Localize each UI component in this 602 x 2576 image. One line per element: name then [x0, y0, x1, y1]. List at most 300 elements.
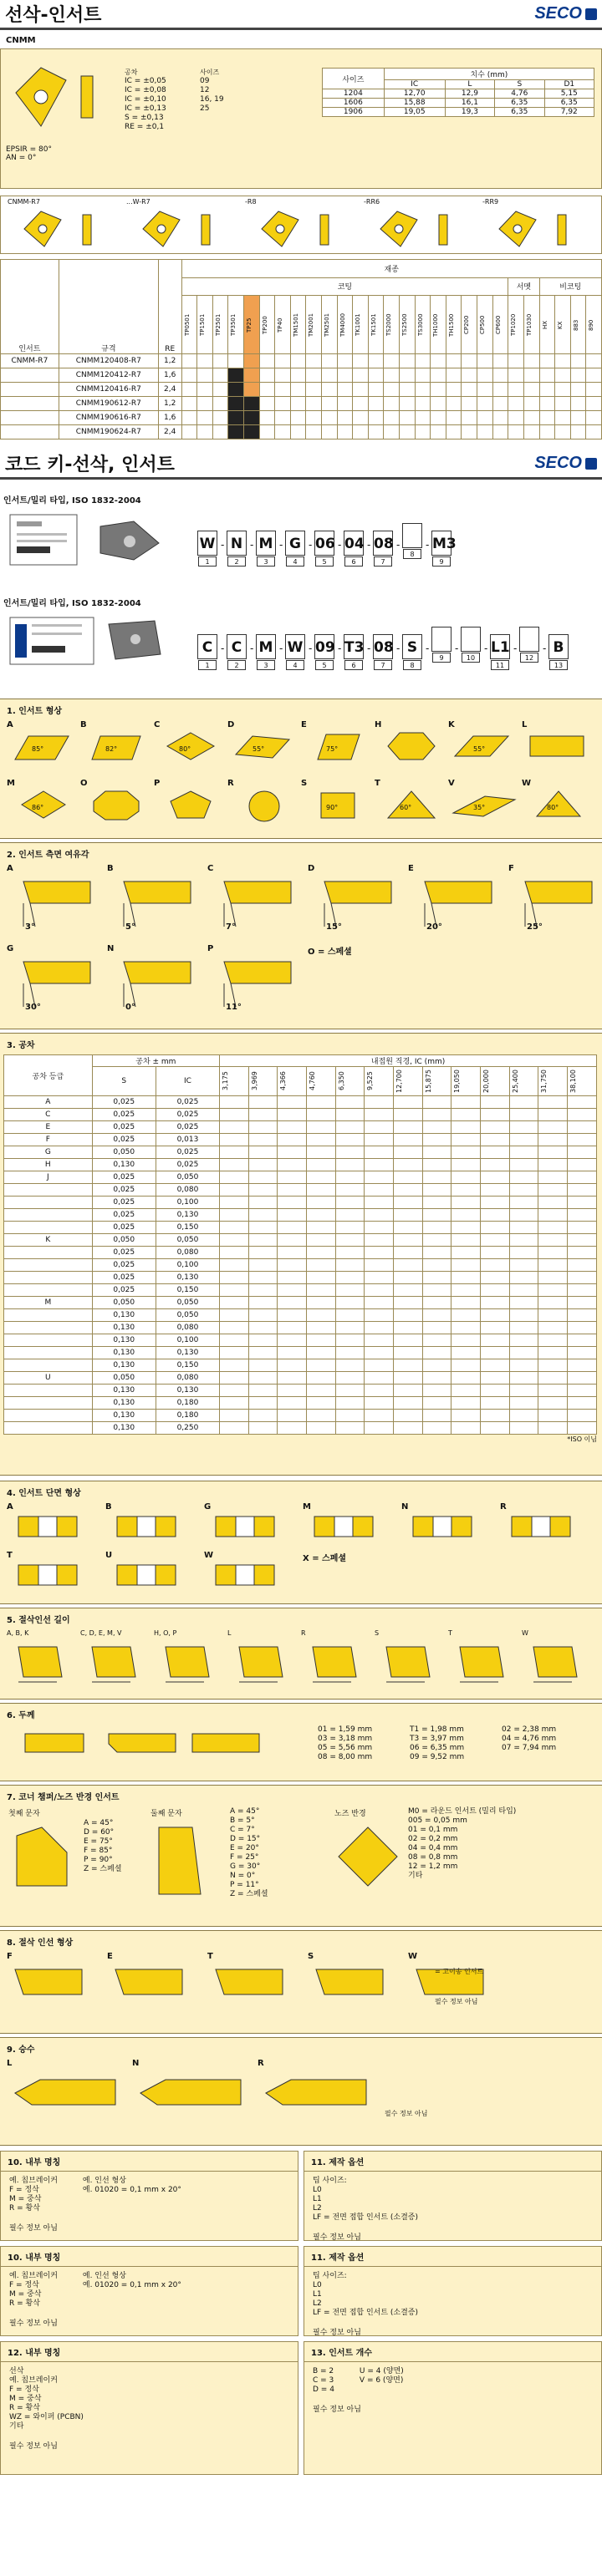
tol-val — [568, 1334, 597, 1347]
dim-cell: 6,35 — [495, 108, 544, 117]
tol-cell — [4, 1197, 93, 1209]
grade-name: TM2501 — [321, 296, 337, 354]
tol-cell: U — [4, 1372, 93, 1385]
code-box — [461, 627, 481, 662]
tol-val — [509, 1146, 538, 1159]
tol-val — [220, 1284, 249, 1297]
code-dash: - — [309, 539, 313, 551]
dim-cell: 12,70 — [384, 89, 445, 99]
tol-val — [278, 1322, 307, 1334]
grade-cell — [400, 396, 416, 410]
code-dash: - — [426, 643, 430, 654]
tol-val — [568, 1385, 597, 1397]
box-lines — [9, 2272, 58, 2309]
box-extra-line: 예. 01020 = 0,1 mm x 20° — [82, 2281, 181, 2289]
tol-val — [422, 1234, 452, 1247]
tol-val — [509, 1272, 538, 1284]
second-letter-value: C = 7° — [230, 1826, 255, 1834]
grade-cell — [431, 382, 446, 396]
tol-cell — [4, 1410, 93, 1422]
box-extra — [83, 2272, 181, 2309]
grade-cell — [462, 353, 477, 368]
code-number: 1 — [198, 660, 217, 670]
tol-cell — [4, 1222, 93, 1234]
edge-length-key: L — [227, 1629, 232, 1637]
tol-val — [307, 1096, 336, 1109]
tol-val — [394, 1159, 423, 1171]
tol-val — [278, 1334, 307, 1347]
shape-item — [301, 720, 371, 775]
tol-val — [509, 1134, 538, 1146]
tol-val — [422, 1222, 452, 1234]
tol-val — [394, 1359, 423, 1372]
code-box: C 2 — [227, 634, 247, 659]
tol-val — [452, 1259, 481, 1272]
grade-cell — [570, 424, 586, 439]
coat-head: 코팅 — [181, 277, 508, 296]
tol-val — [509, 1422, 538, 1435]
tol-row — [4, 1410, 597, 1422]
tol-val — [278, 1422, 307, 1435]
tol-val — [335, 1334, 365, 1347]
geometry-label: -R8 — [245, 198, 257, 206]
tol-cell — [4, 1397, 93, 1410]
tol-row — [4, 1385, 597, 1397]
tol-val — [365, 1422, 394, 1435]
tol-val — [220, 1309, 249, 1322]
tol-val — [335, 1121, 365, 1134]
code-box: W 4 — [285, 634, 305, 659]
section-9-title: 9. 승수 — [7, 2045, 35, 2055]
tol-cell: K — [4, 1234, 93, 1247]
code-number: 13 — [549, 660, 568, 670]
tol-row — [4, 1159, 597, 1171]
cross-key: U — [105, 1551, 113, 1560]
tol-val — [538, 1385, 568, 1397]
nose-radius-value: 01 = 0,1 mm — [408, 1826, 458, 1834]
code-number: 5 — [315, 660, 334, 670]
tol-val — [481, 1146, 510, 1159]
grade-cell — [555, 396, 571, 410]
code-number: 3 — [257, 556, 275, 567]
tol-cell: 0,050 — [92, 1297, 156, 1309]
tol-val — [422, 1159, 452, 1171]
shape-angle: 55° — [253, 745, 265, 753]
grade-cell — [570, 368, 586, 382]
tol-val — [307, 1422, 336, 1435]
code-dash: - — [309, 643, 313, 654]
box-line: LF = 전면 접합 인서트 (소결증) — [313, 2309, 418, 2317]
dim-cell: 7,92 — [544, 108, 594, 117]
grade-cell — [431, 353, 446, 368]
tol-val — [220, 1272, 249, 1284]
shape-key: C — [154, 720, 161, 729]
section-8-title: 8. 절삭 인선 형상 — [7, 1938, 74, 1948]
tol-val — [452, 1184, 481, 1197]
nose-radius-value: 12 = 1,2 mm — [408, 1862, 458, 1871]
tol-val — [481, 1359, 510, 1372]
grade-name: TP1020 — [508, 296, 524, 354]
code1-package-image — [8, 510, 176, 577]
tol-val — [481, 1197, 510, 1209]
tol-val — [568, 1309, 597, 1322]
grade-cell — [400, 410, 416, 424]
tol-val — [538, 1096, 568, 1109]
grade-cell — [197, 353, 213, 368]
tol-val — [538, 1171, 568, 1184]
tol-col: 3,969 — [248, 1067, 278, 1096]
grade-cell — [259, 353, 275, 368]
tol-row — [4, 1272, 597, 1284]
tol-val — [509, 1322, 538, 1334]
tol-cell: M — [4, 1297, 93, 1309]
section-2-title: 2. 인서트 측면 여유각 — [7, 851, 89, 860]
tol-val — [307, 1372, 336, 1385]
tol-val — [335, 1222, 365, 1234]
grade-cell — [384, 410, 400, 424]
tol-head — [4, 1055, 597, 1067]
tol-val — [278, 1146, 307, 1159]
tol-val — [278, 1134, 307, 1146]
grade-cell — [492, 396, 508, 410]
box-need: 필수 정보 아님 — [313, 2406, 361, 2414]
clearance-key: D — [308, 864, 315, 873]
tol-val — [509, 1284, 538, 1297]
grade-cell — [212, 353, 228, 368]
clearance-item — [7, 944, 102, 1019]
edge-shape-icon — [308, 1961, 400, 2003]
box-line: L2 — [313, 2299, 322, 2308]
tol-val — [335, 1096, 365, 1109]
tol-val — [394, 1096, 423, 1109]
clearance-angle: 30° — [25, 1003, 41, 1012]
box-line: M = 중삭 — [9, 2290, 42, 2299]
tol-val — [278, 1109, 307, 1121]
edge-shape-item — [308, 1952, 400, 2010]
tol-val — [394, 1209, 423, 1222]
tol-val — [452, 1222, 481, 1234]
tol-val — [394, 1171, 423, 1184]
grade-cell — [539, 353, 555, 368]
tol-val — [248, 1372, 278, 1385]
grade-cell — [462, 368, 477, 382]
code-box: M 3 — [256, 531, 276, 556]
seco-logo-2: SECO — [534, 454, 597, 473]
tolerance-line: IC = ±0,08 — [125, 86, 166, 94]
grade-name: TP25 — [243, 296, 259, 354]
tol-val — [335, 1109, 365, 1121]
edge-shape-need: 필수 정보 아님 — [435, 1998, 478, 2005]
tol-val — [422, 1397, 452, 1410]
grade-cell — [446, 410, 462, 424]
tol-cell: 0,050 — [156, 1234, 219, 1247]
edge-shape-key: S — [308, 1952, 314, 1961]
grade-cell — [197, 368, 213, 382]
grade-cell — [570, 396, 586, 410]
tol-row — [4, 1372, 597, 1385]
tol-val — [335, 1134, 365, 1146]
tol-cell: 0,180 — [156, 1410, 219, 1422]
box-line: 선삭 — [9, 2367, 24, 2375]
clearance-icon — [408, 873, 500, 932]
grade-cell — [306, 353, 322, 368]
tol-val — [538, 1222, 568, 1234]
grade-cell — [306, 382, 322, 396]
tol-val — [422, 1134, 452, 1146]
tol-val — [422, 1184, 452, 1197]
box-line: V = 6 (양면) — [359, 2376, 404, 2385]
tol-val — [422, 1372, 452, 1385]
grade-cell — [384, 424, 400, 439]
tol-row — [4, 1309, 597, 1322]
box-line: R = 황삭 — [9, 2204, 40, 2213]
tol-cell: H — [4, 1159, 93, 1171]
geometry-item — [126, 198, 240, 252]
tol-val — [538, 1184, 568, 1197]
tol-val — [307, 1184, 336, 1197]
grade-name: TS2000 — [384, 296, 400, 354]
code-dash: - — [455, 643, 459, 654]
code-box — [402, 523, 422, 558]
tol-val — [568, 1297, 597, 1309]
grade-cell — [290, 368, 306, 382]
code-number: 9 — [432, 653, 451, 663]
grade-cell — [181, 396, 197, 410]
box-line: 예. 칩브레이커 — [9, 2177, 58, 2185]
code-box: B 13 — [548, 634, 569, 659]
tol-val — [538, 1109, 568, 1121]
tol-val — [452, 1234, 481, 1247]
grade-cell — [415, 424, 431, 439]
tol-cell: E — [4, 1121, 93, 1134]
grade-cell — [212, 396, 228, 410]
tol-cell: 0,050 — [92, 1146, 156, 1159]
shape-item — [301, 779, 371, 834]
tol-val — [422, 1197, 452, 1209]
grade-cell — [181, 382, 197, 396]
section-tolerance — [0, 1033, 602, 1476]
shape-key: E — [301, 720, 307, 729]
tol-val — [365, 1247, 394, 1259]
grade-cell — [321, 424, 337, 439]
tol-col: 3,175 — [220, 1067, 249, 1096]
tol-val — [509, 1334, 538, 1347]
tol-val — [365, 1309, 394, 1322]
cross-item — [204, 1502, 296, 1547]
tol-val — [278, 1247, 307, 1259]
nose-radius-value: 08 = 0,8 mm — [408, 1853, 458, 1862]
tol-val — [248, 1134, 278, 1146]
cermet-head: 서멧 — [508, 277, 539, 296]
tol-val — [568, 1121, 597, 1134]
grade-name: HX — [539, 296, 555, 354]
cross-key: B — [105, 1502, 112, 1512]
tol-val — [481, 1322, 510, 1334]
tol-col: 9,525 — [365, 1067, 394, 1096]
clearance-angle: 0° — [125, 1003, 135, 1012]
code-number: 10 — [462, 653, 480, 663]
tol-val — [481, 1410, 510, 1422]
grade-spec: CNMM120416-R7 — [59, 382, 158, 396]
shape-angle: 80° — [179, 745, 191, 753]
geometry-icon — [245, 206, 354, 252]
hand-key: R — [258, 2059, 264, 2068]
clearance-angle: 15° — [326, 922, 342, 932]
tol-grade-head: 공차 등급 — [4, 1055, 93, 1096]
grade-cell — [555, 410, 571, 424]
grade-cell — [492, 353, 508, 368]
grade-cell — [400, 368, 416, 382]
tol-val — [422, 1284, 452, 1297]
section-cross-section — [0, 1481, 602, 1604]
thickness-value: 09 = 9,52 mm — [410, 1753, 465, 1761]
tol-val — [509, 1259, 538, 1272]
code1-boxes — [197, 523, 457, 566]
thickness-value: 06 = 6,35 mm — [410, 1744, 465, 1752]
code-number: 4 — [286, 660, 304, 670]
grade-cell — [446, 382, 462, 396]
tol-cell: 0,150 — [156, 1222, 219, 1234]
tol-val — [481, 1397, 510, 1410]
grade-cell — [275, 353, 291, 368]
nose-radius-head: 노즈 반경 — [334, 1810, 366, 1818]
tol-val — [394, 1309, 423, 1322]
grade-cell — [462, 410, 477, 424]
tol-val — [220, 1297, 249, 1309]
code-box: 08 7 — [373, 634, 393, 659]
thickness-drawings — [8, 1725, 284, 1776]
tol-val — [220, 1184, 249, 1197]
tol-val — [365, 1234, 394, 1247]
tol-val — [365, 1209, 394, 1222]
hand-icon — [258, 2068, 375, 2126]
tol-val — [538, 1322, 568, 1334]
grade-cell — [181, 353, 197, 368]
second-letter-value: F = 25° — [230, 1853, 259, 1862]
geometry-row — [0, 196, 602, 254]
tol-val — [509, 1297, 538, 1309]
tol-cell — [4, 1209, 93, 1222]
shape-angle: 35° — [473, 804, 486, 811]
grade-cell — [243, 368, 259, 382]
first-letter-value: A = 45° — [84, 1819, 114, 1827]
tol-val — [481, 1121, 510, 1134]
tol-val — [220, 1197, 249, 1209]
tol-val — [278, 1347, 307, 1359]
second-letter-value: G = 30° — [230, 1862, 261, 1871]
section-4-title: 4. 인서트 단면 형상 — [7, 1489, 81, 1498]
first-letter-drawing — [8, 1819, 75, 1903]
tol-val — [278, 1171, 307, 1184]
section-clearance-angle — [0, 842, 602, 1029]
tol-val — [509, 1184, 538, 1197]
edge-length-item — [301, 1629, 371, 1696]
edge-shape-item — [207, 1952, 299, 2010]
hand-icon — [7, 2068, 124, 2126]
tol-val — [335, 1284, 365, 1297]
box-line: F = 정삭 — [9, 2385, 39, 2394]
box-body — [304, 2172, 601, 2228]
section-1-title: 1. 인서트 형상 — [7, 707, 63, 716]
clearance-angle: 20° — [426, 922, 442, 932]
tol-val — [538, 1334, 568, 1347]
tol-val — [248, 1146, 278, 1159]
code-number: 6 — [344, 660, 363, 670]
tol-val — [394, 1372, 423, 1385]
grade-insert: CNMM-R7 — [1, 353, 59, 368]
tol-cell: G — [4, 1146, 93, 1159]
tol-val — [220, 1171, 249, 1184]
shape-angle: 55° — [473, 745, 486, 753]
grade-name: CP600 — [492, 296, 508, 354]
tol-val — [422, 1272, 452, 1284]
tol-val — [220, 1359, 249, 1372]
shape-key: D — [227, 720, 235, 729]
grade-cell — [570, 353, 586, 368]
tol-cell: 0,130 — [92, 1309, 156, 1322]
tol-val — [307, 1197, 336, 1209]
tol-val — [394, 1146, 423, 1159]
grade-spec: CNMM120408-R7 — [59, 353, 158, 368]
clearance-item — [308, 864, 403, 939]
grade-cell — [431, 396, 446, 410]
tol-val — [307, 1397, 336, 1410]
shape-angle: 60° — [400, 804, 412, 811]
tol-row — [4, 1222, 597, 1234]
tol-val — [509, 1359, 538, 1372]
code-dash: - — [279, 539, 283, 551]
code-number: 9 — [432, 556, 451, 567]
grade-cell — [212, 424, 228, 439]
tolerance-table — [3, 1054, 597, 1435]
grade-cell — [446, 368, 462, 382]
tol-cell: 0,080 — [156, 1372, 219, 1385]
grade-cell — [431, 410, 446, 424]
code-number: 7 — [374, 556, 392, 567]
tol-val — [568, 1284, 597, 1297]
tol-val — [220, 1347, 249, 1359]
dim-cell: 6,35 — [495, 99, 544, 108]
tol-val — [568, 1134, 597, 1146]
tol-val — [452, 1385, 481, 1397]
tol-val — [422, 1410, 452, 1422]
tol-val — [248, 1284, 278, 1297]
tol-cell — [4, 1422, 93, 1435]
tol-row — [4, 1334, 597, 1347]
clearance-key: F — [508, 864, 514, 873]
clearance-other: O = 스페셜 — [308, 948, 352, 957]
thickness-value: 05 = 5,56 mm — [318, 1744, 373, 1752]
section-cutting-edge-length — [0, 1608, 602, 1700]
tol-val — [394, 1222, 423, 1234]
geometry-label: -RR6 — [364, 198, 380, 206]
shape-item — [7, 720, 77, 775]
tol-val — [452, 1096, 481, 1109]
tol-val — [278, 1209, 307, 1222]
dim-row — [323, 108, 594, 117]
tol-cell: 0,130 — [156, 1272, 219, 1284]
tol-cell — [4, 1385, 93, 1397]
grade-head-row — [1, 260, 602, 278]
grade-cell — [555, 424, 571, 439]
box-line: 팁 사이즈: — [313, 2272, 347, 2280]
clearance-key: P — [207, 944, 214, 953]
cross-item — [7, 1551, 99, 1596]
cross-section-icon — [105, 1512, 197, 1540]
first-letter-value: P = 90° — [84, 1856, 113, 1864]
cross-section-icon — [303, 1512, 395, 1540]
tol-val — [307, 1171, 336, 1184]
